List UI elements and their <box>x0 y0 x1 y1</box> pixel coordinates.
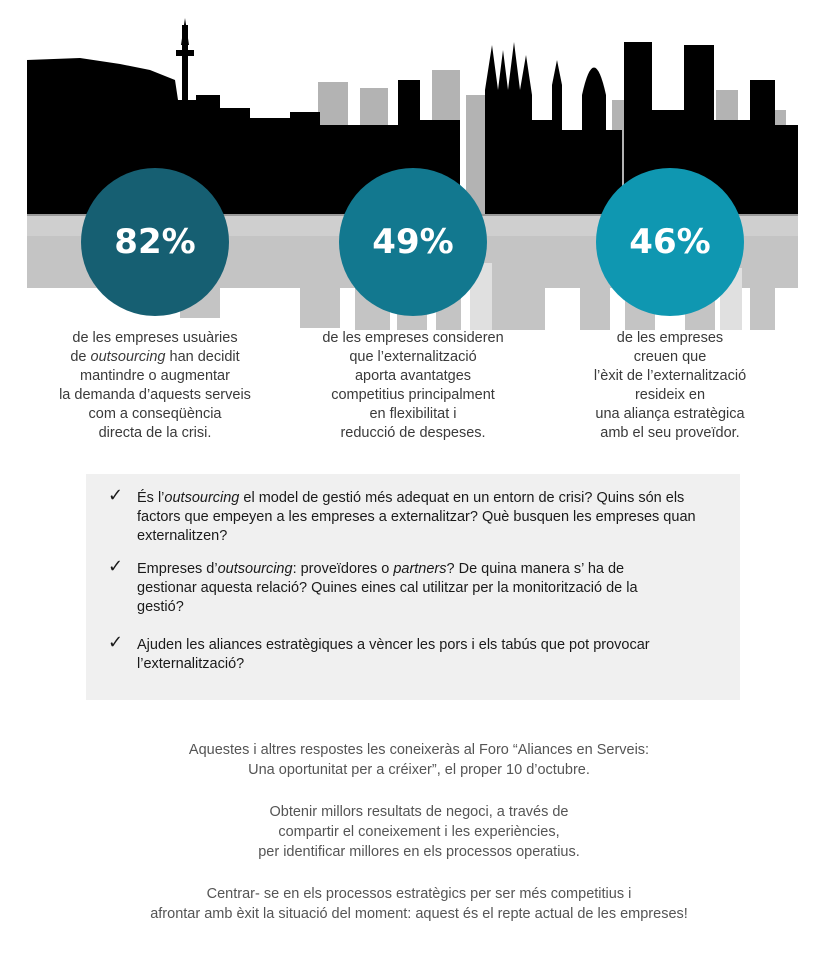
checkmark-icon: ✓ <box>108 556 124 577</box>
text-segment: factors que empeyen a les empreses a externalitzar? Què busquen les empreses quan <box>137 509 696 525</box>
text-segment: reducció de despeses. <box>340 425 486 441</box>
text-line <box>137 655 697 674</box>
text-line <box>137 489 697 508</box>
text-segment: de les empreses consideren <box>322 330 504 346</box>
text-segment: la demanda d’aquests serveis <box>59 387 251 403</box>
text-segment: outsourcing <box>90 349 166 365</box>
stat-value: 49% <box>372 222 454 262</box>
text-segment: de <box>70 349 91 365</box>
text-segment: outsourcing <box>217 561 293 577</box>
text-segment: gestió? <box>137 599 184 615</box>
closing-line: Aquestes i altres respostes les coneixeràs al Foro “Aliances en Serveis: <box>188 742 650 758</box>
closing-line: Centrar- se en els processos estratègics per ser més competitius i <box>206 886 632 902</box>
text-line <box>137 527 697 546</box>
text-segment: ? De quina manera s’ ha de <box>446 561 625 577</box>
text-segment: mantindre o augmentar <box>80 368 230 384</box>
closing-paragraph-1 <box>0 740 838 780</box>
stat-description-46 <box>550 329 790 443</box>
text-line <box>137 636 697 655</box>
text-segment: amb el seu proveïdor. <box>600 425 740 441</box>
text-segment: l’externalització? <box>137 656 245 672</box>
text-segment: l’èxit de l’externalització <box>593 368 747 384</box>
text-line <box>137 560 697 579</box>
questions-box <box>86 474 740 700</box>
text-segment: gestionar aquesta relació? Quines eines cal utilitzar per la monitorització de la <box>137 580 638 596</box>
text-line <box>293 348 533 367</box>
text-line <box>293 367 533 386</box>
text-line <box>293 424 533 443</box>
text-segment: : proveïdores o <box>292 561 394 577</box>
text-line <box>550 367 790 386</box>
stat-value: 82% <box>114 222 196 262</box>
closing-line: Una oportunitat per a créixer”, el proper 10 d’octubre. <box>248 762 590 778</box>
stat-circle-82 <box>81 168 229 316</box>
stat-value: 46% <box>629 222 711 262</box>
text-line <box>35 367 275 386</box>
text-segment: de les empreses usuàries <box>72 330 238 346</box>
text-line <box>293 329 533 348</box>
closing-paragraph-2 <box>0 802 838 862</box>
text-line <box>35 424 275 443</box>
closing-line: Obtenir millors resultats de negoci, a través de <box>269 804 569 820</box>
text-segment: de les empreses <box>616 330 724 346</box>
stat-circle-49 <box>339 168 487 316</box>
text-line <box>293 405 533 424</box>
text-segment: Empreses d’ <box>137 561 218 577</box>
text-line <box>35 405 275 424</box>
text-segment: Ajuden les aliances estratègiques a vèncer les pors i els tabús que pot provocar <box>137 637 650 653</box>
text-segment: que l’externalització <box>349 349 477 365</box>
text-segment: han decidit <box>165 349 240 365</box>
text-segment: com a conseqüència <box>88 406 222 422</box>
text-segment: competitius principalment <box>331 387 495 403</box>
text-line <box>550 405 790 424</box>
text-line <box>35 348 275 367</box>
text-segment: partners <box>393 561 447 577</box>
text-line <box>137 579 697 598</box>
closing-line: afrontar amb èxit la situació del moment: aquest és el repte actual de les empreses! <box>150 906 688 922</box>
text-line <box>550 424 790 443</box>
text-line <box>550 348 790 367</box>
text-line <box>293 386 533 405</box>
text-segment: creuen que <box>633 349 707 365</box>
text-segment: el model de gestió més adequat en un entorn de crisi? Quins són els <box>239 490 685 506</box>
text-line <box>137 508 697 527</box>
stat-description-49 <box>293 329 533 443</box>
closing-line: per identificar millores en els processos operatius. <box>258 844 580 860</box>
checkmark-icon: ✓ <box>108 632 124 653</box>
question-text <box>137 489 697 546</box>
text-segment: aporta avantatges <box>354 368 472 384</box>
text-segment: outsourcing <box>164 490 240 506</box>
text-segment: externalitzen? <box>137 528 228 544</box>
text-segment: una aliança estratègica <box>595 406 745 422</box>
stat-circle-46 <box>596 168 744 316</box>
text-line <box>35 386 275 405</box>
text-segment: en flexibilitat i <box>369 406 457 422</box>
question-text <box>137 636 697 674</box>
checkmark-icon: ✓ <box>108 485 124 506</box>
text-line <box>550 329 790 348</box>
stat-description-82 <box>35 329 275 443</box>
text-segment: directa de la crisi. <box>98 425 212 441</box>
text-line <box>550 386 790 405</box>
text-segment: És l’ <box>137 490 165 506</box>
text-segment: resideix en <box>634 387 706 403</box>
question-text <box>137 560 697 617</box>
closing-paragraph-3 <box>0 884 838 924</box>
text-line <box>35 329 275 348</box>
closing-line: compartir el coneixement i les experiències, <box>278 824 560 840</box>
text-line <box>137 598 697 617</box>
